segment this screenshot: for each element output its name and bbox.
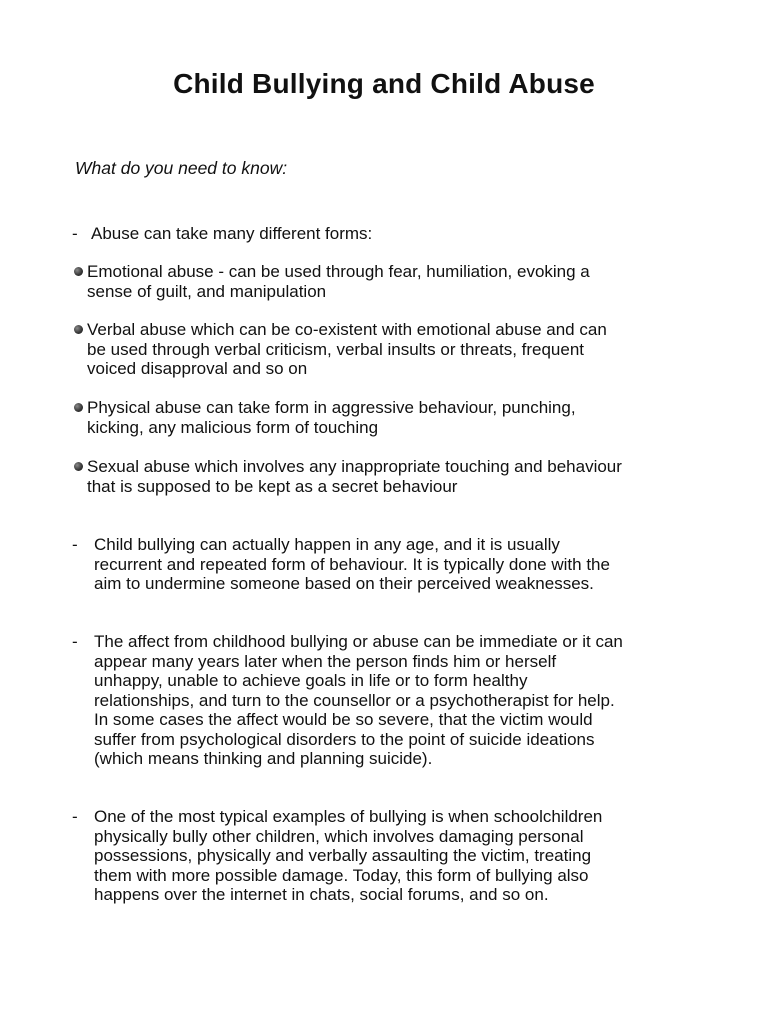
dash-marker: - — [72, 632, 78, 651]
bullet-icon — [74, 267, 83, 276]
dash-marker: - — [72, 807, 78, 826]
page-title: Child Bullying and Child Abuse — [173, 68, 595, 99]
bullet-text: Sexual abuse which involves any inappropriate touching and behaviour that is supposed to be kept as a secret behaviour — [87, 457, 622, 496]
bullet-icon — [74, 325, 83, 334]
point-text: One of the most typical examples of bullying is when schoolchildren physically bully other children, which involves damaging personal possessions, physically and verbally assaulting the victim, treating them with more possible damage. Today, this form of bullying also happens over the internet in chats, social forums, and so on. — [94, 807, 603, 904]
point-text: The affect from childhood bullying or abuse can be immediate or it can appear many years later when the person finds him or herself unhappy, unable to achieve goals in life or to form healthy relationships, and turn to the counsellor or a psychotherapist for help. In some cases the affect would be so severe, that the victim would suffer from psychological disorders to the point of suicide ideations (which means thinking and planning suicide). — [94, 632, 623, 768]
bullet-text: Verbal abuse which can be co-existent with emotional abuse and can be used through verbal criticism, verbal insults or threats, frequent voiced disapproval and so on — [87, 320, 607, 379]
dash-marker: - — [72, 224, 78, 243]
bullet-icon — [74, 403, 83, 412]
point-text: Child bullying can actually happen in any age, and it is usually recurrent and repeated form of behaviour. It is typically done with the aim to undermine someone based on their perceived weaknesses. — [94, 535, 610, 593]
bullet-icon — [74, 462, 83, 471]
bullet-text: Physical abuse can take form in aggressive behaviour, punching, kicking, any malicious form of touching — [87, 398, 576, 437]
section-subtitle: What do you need to know: — [75, 158, 288, 178]
intro-item-text: Abuse can take many different forms: — [91, 224, 373, 243]
dash-marker: - — [72, 535, 78, 554]
bullet-text: Emotional abuse - can be used through fear, humiliation, evoking a sense of guilt, and manipulation — [87, 262, 590, 301]
